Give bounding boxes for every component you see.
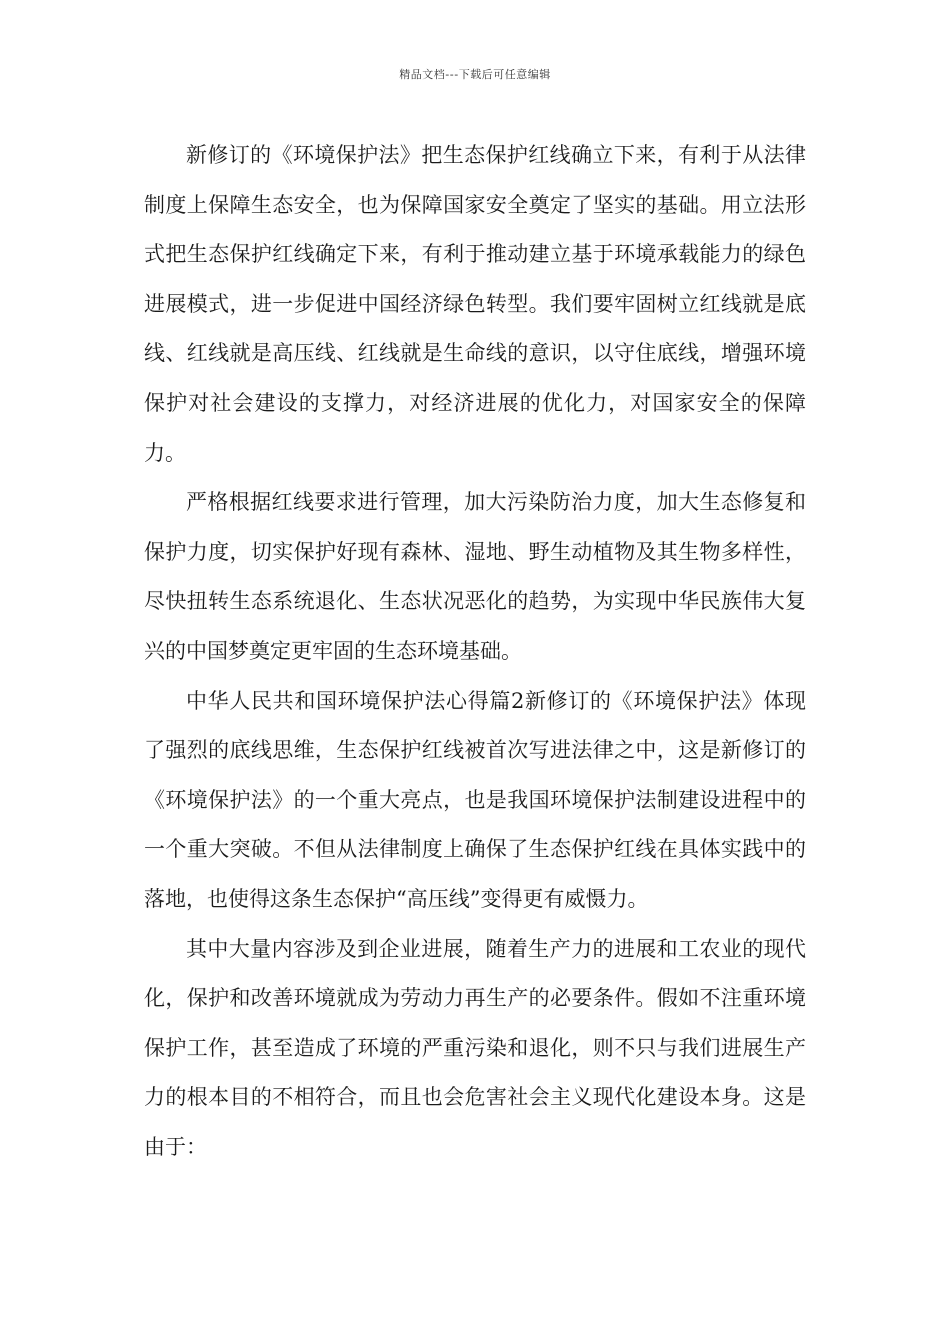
paragraph: 中华人民共和国环境保护法心得篇2新修订的《环境保护法》体现了强烈的底线思维，生态保护红线被首次写进法律之中，这是新修订的《环境保护法》的一个重大亮点，也是我国环境保护法制建设进程中的一个重大突破。不但从法律制度上确保了生态保护红线在具体实践中的落地，也使得这条生态保护“高压线”变得更有威慑力。 [144, 688, 806, 911]
page-header: 精品文档---下载后可任意编辑 [399, 68, 551, 81]
paragraph: 其中大量内容涉及到企业进展，随着生产力的进展和工农业的现代化，保护和改善环境就成为劳动力再生产的必要条件。假如不注重环境保护工作，甚至造成了环境的严重污染和退化，则不只与我们进展生产力的根本目的不相符合，而且也会危害社会主义现代化建设本身。这是由于： [144, 936, 806, 1159]
paragraph: 严格根据红线要求进行管理，加大污染防治力度，加大生态修复和保护力度，切实保护好现有森林、湿地、野生动植物及其生物多样性，尽快扭转生态系统退化、生态状况恶化的趋势，为实现中华民族伟大复兴的中国梦奠定更牢固的生态环境基础。 [144, 490, 806, 663]
paragraph: 新修订的《环境保护法》把生态保护红线确立下来，有利于从法律制度上保障生态安全，也为保障国家安全奠定了坚实的基础。用立法形式把生态保护红线确定下来，有利于推动建立基于环境承载能力的绿色进展模式，进一步促进中国经济绿色转型。我们要牢固树立红线就是底线、红线就是高压线、红线就是生命线的意识，以守住底线，增强环境保护对社会建设的支撑力，对经济进展的优化力，对国家安全的保障力。 [144, 143, 806, 465]
document-body [144, 131, 806, 1172]
